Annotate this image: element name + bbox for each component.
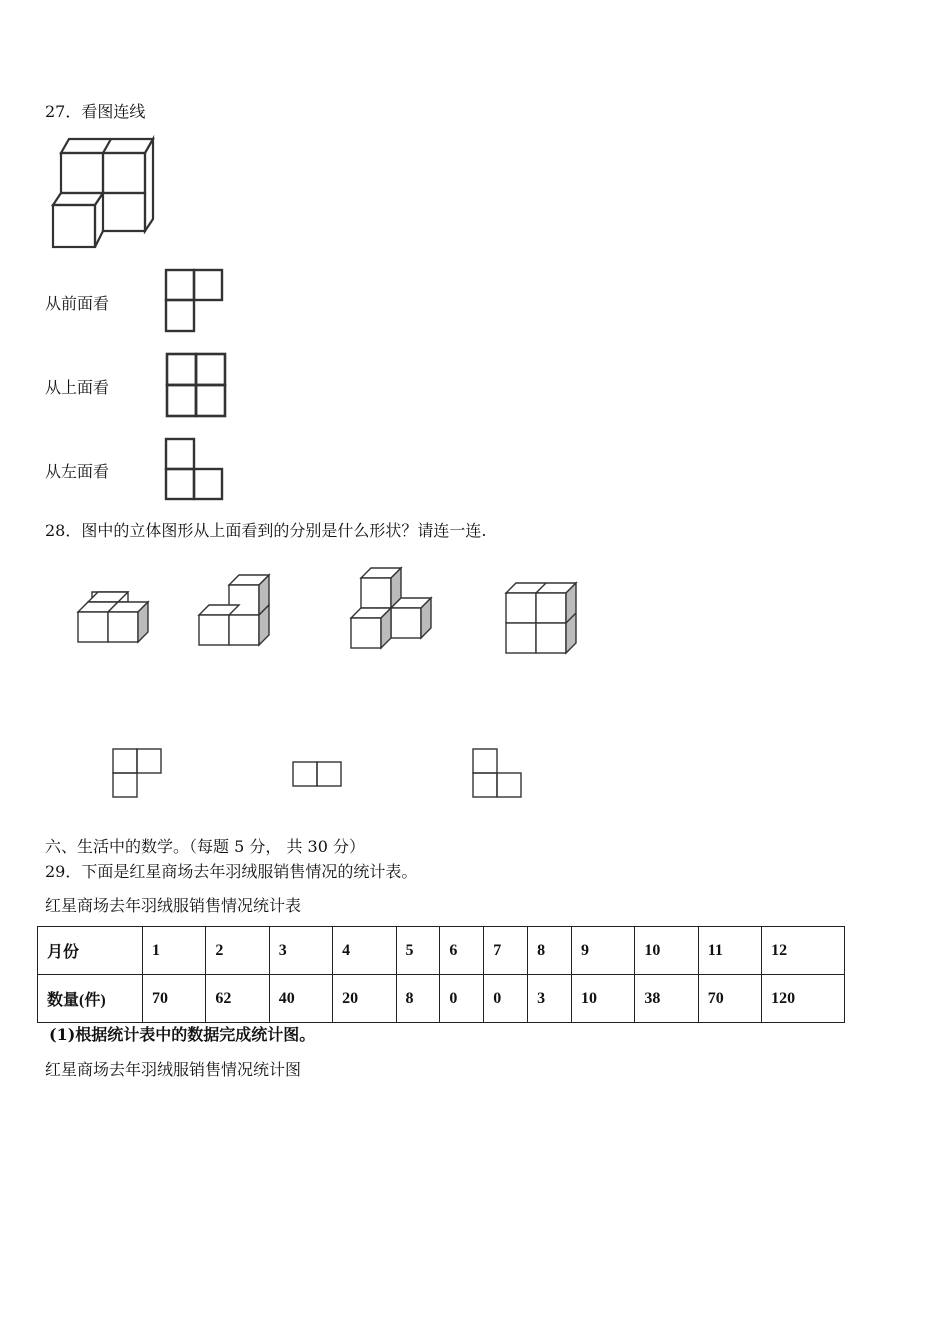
view-label-left: 从左面看: [45, 462, 110, 481]
table-row-months: [38, 927, 845, 975]
top-view-shape-a: [111, 747, 163, 799]
solid-figure-3: [349, 566, 434, 651]
quantity-cell: 0: [484, 975, 528, 1023]
chart-title: 红星商场去年羽绒服销售情况统计图: [45, 1060, 302, 1079]
sales-table: [37, 926, 845, 1023]
month-cell: 2: [206, 927, 269, 975]
quantity-cell: 38: [635, 975, 698, 1023]
solid-figure-4: [504, 581, 579, 656]
month-cell: 3: [269, 927, 332, 975]
row-header-quantity: 数量(件): [38, 975, 143, 1023]
q28-title: 28．图中的立体图形从上面看到的分别是什么形状？请连一连.: [45, 521, 487, 540]
quantity-cell: 70: [143, 975, 206, 1023]
table-title: 红星商场去年羽绒服销售情况统计表: [45, 896, 302, 915]
month-cell: 12: [762, 927, 845, 975]
month-cell: 8: [528, 927, 572, 975]
view-shape-left: [164, 437, 224, 501]
row-header-month: 月份: [38, 927, 143, 975]
view-label-top: 从上面看: [45, 378, 110, 397]
month-cell: 1: [143, 927, 206, 975]
month-cell: 9: [572, 927, 635, 975]
quantity-cell: 20: [333, 975, 396, 1023]
quantity-cell: 3: [528, 975, 572, 1023]
q29-intro: 29．下面是红星商场去年羽绒服销售情况的统计表。: [45, 862, 418, 881]
top-view-shape-b: [291, 760, 343, 788]
quantity-cell: 120: [762, 975, 845, 1023]
month-cell: 6: [440, 927, 484, 975]
quantity-cell: 10: [572, 975, 635, 1023]
quantity-cell: 70: [698, 975, 761, 1023]
table-row-quantities: [38, 975, 845, 1023]
month-cell: 7: [484, 927, 528, 975]
q27-title: 27．看图连线: [45, 102, 146, 121]
q27-solid-figure: [45, 135, 160, 253]
section-6-title: 六、生活中的数学。（每题 5 分， 共 30 分）: [45, 837, 365, 856]
view-shape-front: [164, 268, 224, 333]
quantity-cell: 62: [206, 975, 269, 1023]
view-label-front: 从前面看: [45, 294, 110, 313]
month-cell: 11: [698, 927, 761, 975]
quantity-cell: 40: [269, 975, 332, 1023]
quantity-cell: 0: [440, 975, 484, 1023]
q29-sub-1: (1)根据统计表中的数据完成统计图。: [49, 1025, 316, 1044]
month-cell: 5: [396, 927, 440, 975]
month-cell: 10: [635, 927, 698, 975]
solid-figure-1: [76, 590, 151, 645]
top-view-shape-c: [471, 747, 523, 799]
solid-figure-2: [197, 573, 272, 648]
quantity-cell: 8: [396, 975, 440, 1023]
month-cell: 4: [333, 927, 396, 975]
view-shape-top: [165, 352, 227, 418]
